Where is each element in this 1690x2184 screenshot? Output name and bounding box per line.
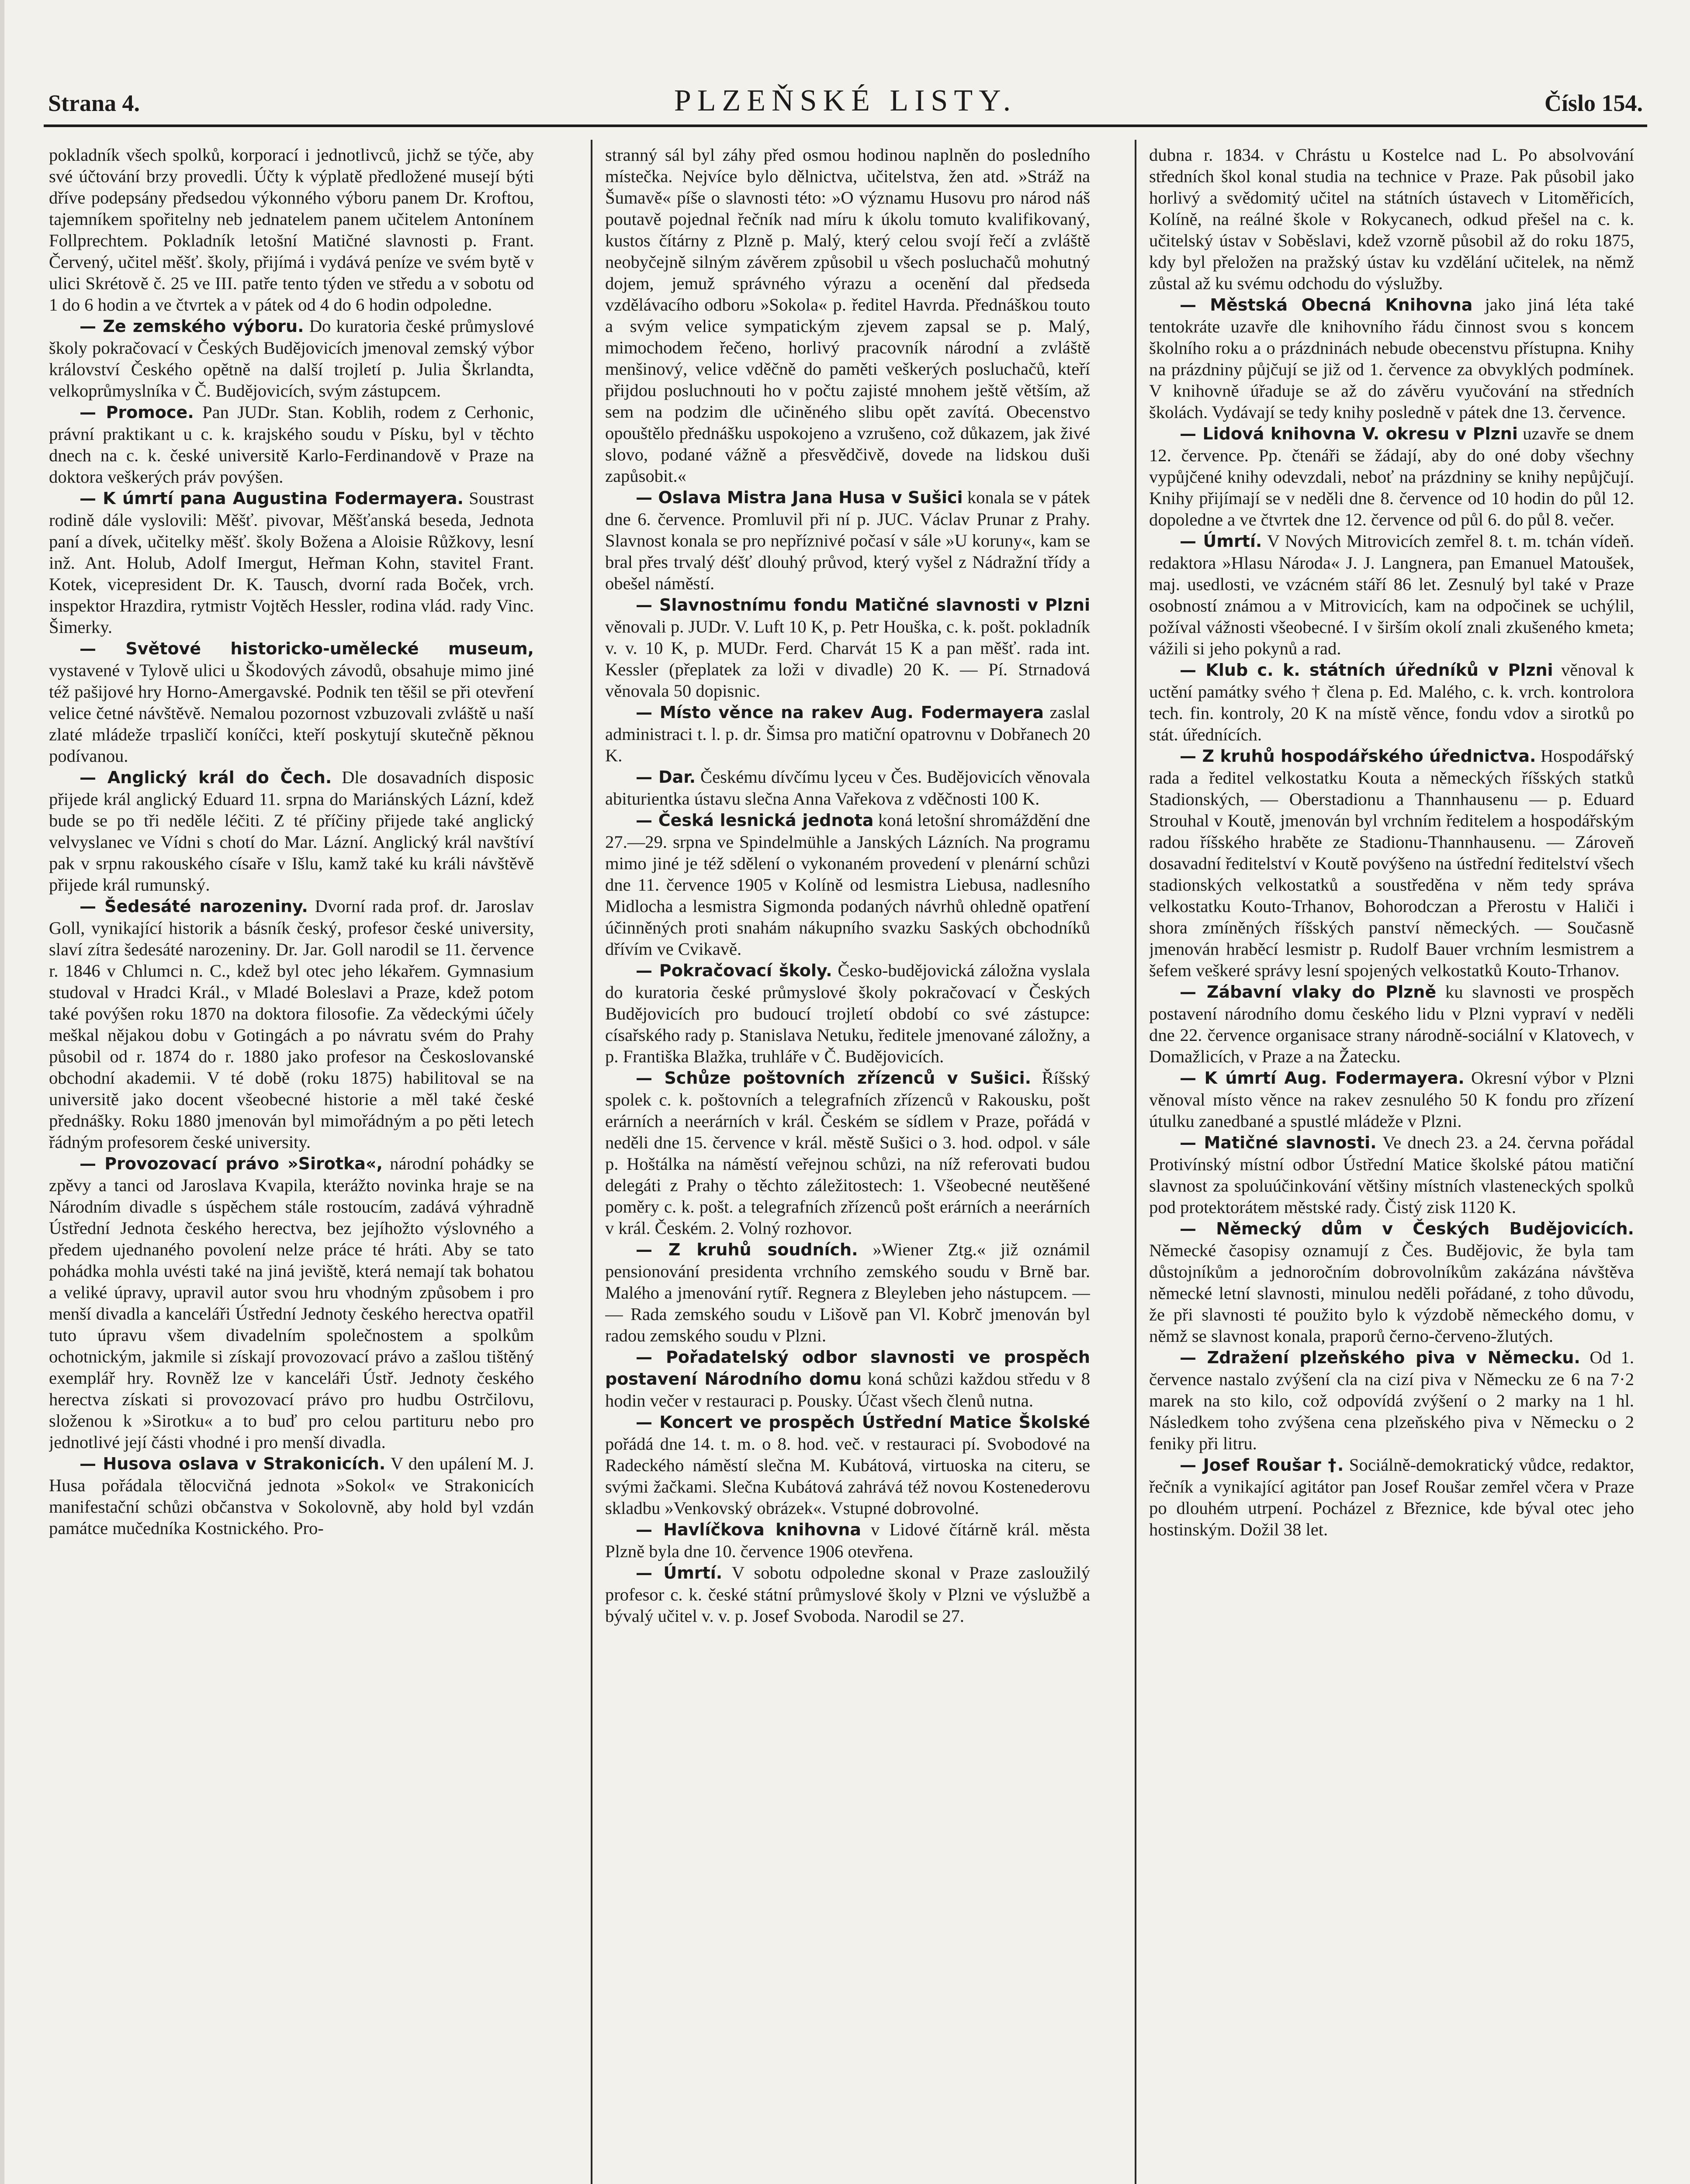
article-text: V den upálení M. J. Husa pořádala tělocvičná jednota »Sokol« ve Strakonicích manifestační schůzi občanstva v Sokolovně, aby hold byl vzdán památce mučedníka Kostnického. Pro- [49, 1454, 534, 1538]
article-heading: — Úmrtí. [1180, 532, 1262, 551]
article-text: Okresní výbor v Plzni věnoval místo věnce na rakev zesnulého 50 K fondu pro zřízení útulku zanedbané a spustlé mládeže v Plzni. [1149, 1068, 1634, 1131]
article-heading: — Oslava Mistra Jana Husa v Sušici [636, 488, 963, 507]
article-heading: — Promoce. [80, 403, 194, 422]
article-text: národní pohádky se zpěvy a tanci od Jaroslava Kvapila, kterážto novinka hraje se na Národním divadle s úspěchem stále rostoucím, zadává výhradně Ústřední Jednota českého herectva, bez jejíhožto výslovného a předem ujednaného povolení nelze práce té hráti. Aby se tato pohádka mohla uvésti také na jiná jeviště, která nemají tak bohatou a veliké úpravy, upravil autor svou hru vhodným způsobem i pro menší divadla a kanceláři Ústřední Jednoty českého herectva opatřil tuto úpravu všem divadelním společnostem a spolkům ochotnickým, jakmile si získají provozovací právo a zašlou tištěný exemplář hry. Rovněž lze v kanceláři Ústř. Jednoty českého herectva získati si provozovací právo pro hudbu Ostrčilovu, složenou k »Sirotku« a to buď pro celou partituru nebo pro jednotlivé její části vhodné i pro menší divadla. [49, 1154, 534, 1452]
article-text: Německé časopisy oznamují z Čes. Budějovic, že byla tam důstojníkům a jednoročním dobrovolníkům zakázána návštěva německé letní slavnosti, minulou neděli pořádané, z toho důvodu, že při slavnosti té použito bylo k výzdobě německého domu, v němž se slavnost konala, praporů černo-červeno-žlutých. [1149, 1241, 1634, 1346]
article-paragraph [49, 487, 534, 638]
article-text: V sobotu odpoledne skonal v Praze zasloužilý profesor c. k. české státní průmyslové školy v Plzni ve výslužbě a bývalý učitel v. v. p. Josef Svoboda. Narodil se 27. [605, 1563, 1090, 1626]
article-paragraph [605, 1346, 1090, 1411]
article-paragraph [1149, 659, 1634, 745]
article-paragraph [605, 809, 1090, 960]
article-heading: — Matičné slavnosti. [1180, 1133, 1377, 1152]
article-text: Dvorní rada prof. dr. Jaroslav Goll, vynikající historik a básník český, profesor české university, slaví zítra šedesáté narozeniny. Dr. Jar. Goll narodil se 11. července r. 1846 v Chlumci n. C., kdež byl otec jeho lékařem. Gymnasium studoval v Hradci Král., v Mladé Boleslavi a Praze, kdež potom také povýšen roku 1870 na doktora filosofie. Za vědeckými účely meškal nějakou dobu v Gotingách a po návratu svém do Prahy působil od r. 1874 do r. 1880 jako profesor na Českoslovanské obchodní akademii. V té době (roku 1875) habilitoval se na universitě jako docent všeobecné historie a měl také české přednášky. Roku 1880 jmenován byl mimořádným a po pěti letech řádným profesorem české university. [49, 896, 534, 1152]
article-heading: — Česká lesnická jednota [636, 811, 874, 830]
masthead-title: PLZEŇSKÉ LISTY. [674, 84, 1017, 117]
article-text: konala se v pátek dne 6. července. Promluvil při ní p. JUC. Václav Prunar z Prahy. Slavnost konala se pro nepříznivé počasí v sále »U koruny«, kam se bral přes trvalý déšť dlouhý průvod, který vyšel z Nádražní třídy a obešel náměstí. [605, 487, 1090, 593]
article-paragraph [1149, 423, 1634, 530]
article-text: Dle dosavadních disposic přijede král anglický Eduard 11. srpna do Mariánských Lázní, kdež bude se po tři neděle léčiti. Z té příčiny přijede také anglický velvyslanec ve Vídni s chotí do Mar. Lázní. Anglický král navštíví pak v srpnu rakouského císaře v Išlu, kamž také ku králi návštěvě přijede král rumunský. [49, 767, 534, 895]
article-text: V Nových Mitrovicích zemřel 8. t. m. tchán vídeň. redaktora »Hlasu Národa« J. J. Langnera, pan Emanuel Matoušek, maj. usedlosti, ve vzácném stáří 86 let. Zesnulý byl také v Praze osobností známou a v Mitrovicích, kam na odpočinek se uchýlil, požíval vážnosti všeobecné. I v širším okolí znali zkušeného kmeta; vážili si jeho pokynů a rad. [1149, 531, 1634, 658]
article-paragraph [1149, 1067, 1634, 1132]
article-paragraph [605, 1067, 1090, 1239]
article-text: Ve dnech 23. a 24. června pořádal Protivínský místní odbor Ústřední Matice školské pátou matiční slavnost za spoluúčinkování většiny místních vlasteneckých spolků pod protektorátem městské rady. Čistý zisk 1120 K. [1149, 1133, 1634, 1217]
article-heading: — Německý dům v Českých Budějovicích. [1180, 1219, 1634, 1238]
article-paragraph [605, 1411, 1090, 1519]
article-text: Pan JUDr. Stan. Koblih, rodem z Cerhonic, právní praktikant u c. k. krajského soudu v Písku, byl v těchto dnech na c. k. české universitě Karlo-Ferdinandově v Praze na doktora veškerých práv povýšen. [49, 402, 534, 487]
article-paragraph [49, 767, 534, 895]
article-text: Od 1. července nastalo zvýšení cla na cizí piva v Německu ze 6 na 7·2 marek na sto kilo, což odpovídá zvýšení o 2 marky na 1 hl. Následkem toho zvýšena cena plzeňského piva v Německu o 2 feniky při litru. [1149, 1348, 1634, 1453]
article-paragraph [605, 594, 1090, 702]
article-text: Soustrast rodině dále vyslovili: Měšť. pivovar, Měšťanská beseda, Jednota paní a dívek, učitelky měšť. školy Božena a Aloisie Růžkovy, lesní inž. Ant. Holub, Adolf Imergut, Heřman Kohn, stavitel Frant. Kotek, vicepresident Dr. K. Tausch, dvorní rada Boček, vrch. inspektor Hrazdira, rytmistr Vojtěch Hessler, rodina vlád. rady Vinc. Šimerky. [49, 488, 534, 637]
article-paragraph [1149, 294, 1634, 423]
article-heading: — Pokračovací školy. [636, 961, 832, 980]
article-paragraph [49, 315, 534, 401]
article-text: uzavře se dnem 12. července. Pp. čtenáři se žádají, aby do oné doby všechny vypůjčené knihy odevzdali, neboť na prázdniny se knihy nepůjčují. Knihy přijímají se v neděli dne 8. července od 10 hodin do půl 12. dopoledne a ve čtvrtek dne 12. července od půl 6. do půl 8. večer. [1149, 424, 1634, 529]
article-text: pokladník všech spolků, korporací i jednotlivců, jichž se týče, aby své účtování brzy provedli. Účty k výplatě předložené musejí býti dříve podepsány předsedou výkonného výboru panem Dr. Kroftou, tajemníkem spořitelny neb jednatelem panem učitelem Antonínem Follprechtem. Pokladník letošní Matičné slavnosti p. Frant. Červený, učitel měšť. školy, přijímá i vydává peníze ve svém bytě v ulici Skrétově č. 25 ve III. patře tento týden ve středu a v sobotu od 1 do 6 hodin a ve čtvrtek a v pátek od 4 do 6 hodin odpoledne. [49, 145, 534, 314]
article-paragraph [605, 702, 1090, 766]
article-paragraph [605, 1239, 1090, 1346]
article-heading: — Schůze poštovních zřízenců v Sušici. [636, 1068, 1032, 1088]
article-heading: — Lidová knihovna V. okresu v Plzni [1180, 424, 1518, 443]
article-heading: — Slavnostnímu fondu Matičné slavnosti v Plzni [636, 595, 1090, 615]
article-text: jako jiná léta také tentokráte uzavře dle knihovního řádu činnost svou s koncem školního roku a o prázdninách nebude obecenstvu přístupna. Knihy na prázdniny půjčují se již od 1. července za obvyklých podmínek. V knihovně úřaduje se až do závěru vyučování na středních školách. Vydávají se tedy knihy posledně v pátek dne 13. července. [1149, 295, 1634, 422]
article-text: Českému dívčímu lyceu v Čes. Budějovicích věnovala abiturientka ústavu slečna Anna Vařekova z vděčnosti 100 K. [605, 767, 1090, 809]
article-heading: — Místo věnce na rakev Aug. Fodermayera [636, 703, 1044, 722]
article-paragraph [49, 144, 534, 315]
column-divider [1135, 140, 1136, 2184]
article-text: ku slavnosti ve prospěch postavení národního domu českého lidu v Plzni vypraví v neděli dne 22. července organisace strany národně-sociální v Klatovech, v Domažlicích, v Praze a na Žatecku. [1149, 982, 1634, 1066]
article-heading: — Pořadatelský odbor slavnosti ve prospěch postavení Národního domu [605, 1348, 1090, 1389]
article-heading: — Husova oslava v Strakonicích. [80, 1454, 386, 1473]
article-paragraph [1149, 981, 1634, 1067]
article-heading: — Provozovací právo »Sirotka«, [80, 1154, 383, 1173]
article-paragraph [1149, 530, 1634, 659]
article-heading: — Koncert ve prospěch Ústřední Matice Školské [636, 1413, 1090, 1432]
article-heading: — Zdražení plzeňského piva v Německu. [1180, 1348, 1580, 1367]
article-paragraph [605, 766, 1090, 809]
article-text: věnoval k uctění památky svého † člena p. Ed. Malého, c. k. vrch. kontrolora tech. fin. kontroly, 20 K na místě věnce, fondu vdov a sirotků po stát. úřednících. [1149, 660, 1634, 744]
article-paragraph [605, 1519, 1090, 1562]
article-text: zaslal administraci t. l. p. dr. Šimsa pro matiční opatrovnu v Dobřanech 20 K. [605, 702, 1090, 765]
issue-number: Číslo 154. [1544, 90, 1643, 116]
article-text: Hospodářský rada a ředitel velkostatku Kouta a německých říšských statků Stadionských, — Oberstadionu a Thannhausenu — p. Eduard Strouhal v Koutě, jmenován byl vrchním ředitelem a hospodářským radou říšského hraběte ze Stadionu-Thannhausenu. — Zároveň dosavadní ředitelství v Koutě povýšeno na ústřední ředitelství všech stadionských velkostatků a soustředěna v něm tedy správa velkostatku Kouto-Trhanov, Bohorodczan a Přerostu v Haliči i shora zmíněných říšských panství německých. — Současně jmenován hraběcí lesmistr p. Rudolf Bauer vrchním lesmistrem a šefem veškeré správy lesní spojených velkostatků Kouto-Trhanov. [1149, 746, 1634, 980]
article-paragraph [1149, 144, 1634, 294]
article-heading: — Havlíčkova knihovna [636, 1520, 861, 1539]
article-text: koná letošní shromáždění dne 27.—29. srpna ve Spindelmühle a Janských Lázních. Na programu mimo jiné je též sdělení o vykonaném provedení v plenární schůzi dne 11. července 1905 v Kolíně od lesmistra Liebusa, nadlesního Midlocha a lesmistra Sigmonda podaných návrhů ohledně opatření účinněných proti snahám nákupního svazku Saských obchodníků dřívím ve Cvikavě. [605, 810, 1090, 959]
article-text: Česko-budějovická záložna vyslala do kuratoria české průmyslové školy pokračovací v Českých Budějovicích pro budoucí trojletí období co své zástupce: císařského rady p. Stanislava Netuku, ředitele jmenované záložny, a p. Františka Blažka, truhláře v Č. Budějovicích. [605, 961, 1090, 1066]
article-paragraph [605, 1562, 1090, 1627]
article-heading: — Josef Roušar †. [1180, 1455, 1344, 1475]
article-heading: — Zábavní vlaky do Plzně [1180, 982, 1437, 1002]
article-paragraph [1149, 1218, 1634, 1347]
article-heading: — K úmrtí pana Augustina Fodermayera. [80, 489, 464, 508]
article-heading: — Ze zemského výboru. [80, 317, 304, 336]
article-text: věnovali p. JUDr. V. Luft 10 K, p. Petr Houška, c. k. pošt. pokladník v. v. 10 K, p. MUDr. Ferd. Charvát 15 K a pan měšť. rada int. Kessler (přeplatek za loži v divadle) 20 K. — Pí. Strnadová věnovala 50 dopisnic. [605, 617, 1090, 701]
text-column-3 [1149, 144, 1634, 2184]
article-heading: — Šedesáté narozeniny. [80, 897, 308, 916]
article-heading: — Z kruhů soudních. [636, 1240, 858, 1259]
article-heading: — K úmrtí Aug. Fodermayera. [1180, 1068, 1465, 1088]
article-heading: — Městská Obecná Knihovna [1180, 295, 1473, 314]
page-number: Strana 4. [48, 90, 140, 116]
article-heading: — Světové historicko-umělecké museum, [80, 639, 534, 658]
text-column-1 [49, 144, 534, 2184]
text-column-2 [605, 144, 1090, 2184]
article-paragraph [49, 1453, 534, 1539]
article-paragraph [1149, 1347, 1634, 1454]
article-paragraph [49, 1153, 534, 1453]
article-paragraph [1149, 745, 1634, 981]
article-heading: — Úmrtí. [636, 1563, 723, 1583]
header-rule [44, 124, 1647, 127]
article-text: Do kuratoria české průmyslové školy pokračovací v Českých Budějovicích jmenoval zemský výbor království Českého opětně na další trojletí p. Julia Škrlandta, velkoprůmyslníka v Č. Budějovicích, svým zástupcem. [49, 316, 534, 401]
article-text: v Lidové čítárně král. města Plzně byla dne 10. července 1906 otevřena. [605, 1520, 1090, 1561]
article-heading: — Anglický král do Čech. [80, 768, 332, 787]
article-heading: — Z kruhů hospodářského úřednictva. [1180, 746, 1536, 766]
page-header [48, 84, 1643, 129]
article-heading: — Dar. [636, 767, 696, 787]
article-text: »Wiener Ztg.« již oznámil pensionování presidenta vrchního zemského soudu v Brně bar. Malého a jmenování rytíř. Regnera z Bleyleben jeho nástupcem. — — Rada zemského soudu v Lišově pan Vl. Kobrč jmenován byl radou zemského soudu v Plzni. [605, 1240, 1090, 1345]
column-divider [591, 140, 592, 2184]
article-paragraph [49, 401, 534, 487]
article-paragraph [1149, 1454, 1634, 1540]
article-paragraph [605, 144, 1090, 487]
article-text: Sociálně-demokratický vůdce, redaktor, řečník a vynikající agitátor pan Josef Roušar zemřel včera v Praze po dlouhém utrpení. Pocházel z Březnice, kde býval otec jeho hostinským. Dožil 38 let. [1149, 1455, 1634, 1539]
article-text: dubna r. 1834. v Chrástu u Kostelce nad L. Po absolvování středních škol konal studia na technice v Praze. Pak působil jako horlivý a svědomitý učitel na státních ústavech v Litoměřicích, Kolíně, na reálné škole v Rokycanech, odkud přešel na c. k. učitelský ústav v Soběslavi, kdež vzorně působil až do roku 1875, kdy byl přeložen na pražský ústav ku vzdělání učitelek, na němž zůstal až ku svému odchodu do výslužby. [1149, 145, 1634, 293]
article-text: Říšský spolek c. k. poštovních a telegrafních zřízenců v Rakousku, pošt erárních a neerárních v král. Českém se sídlem v Praze, pořádá v neděli dne 15. července v král. městě Sušici o 3. hod. odpol. v sále p. Hoštálka na náměstí veřejnou schůzi, na níž referovati budou delegáti z Prahy o těchto záležitostech: 1. Všeobecné neutěšené poměry c. k. pošt. a telegrafních zřízenců pošt erárních a neerárních v král. Českém. 2. Volný rozhovor. [605, 1068, 1090, 1238]
article-paragraph [49, 895, 534, 1153]
article-paragraph [605, 487, 1090, 594]
article-text: vystavené v Tylově ulici u Škodových závodů, obsahuje mimo jiné též pašijové hry Horno-Amergavské. Podnik ten těšil se při otevření velice četné návštěvě. Nemalou pozornost vzbuzovali zvláště u naší zlaté mládeže trpasličí koníčci, kteří poskytují skutečně pěknou podívanou. [49, 660, 534, 766]
article-text: stranný sál byl záhy před osmou hodinou naplněn do posledního místečka. Nejvíce bylo dělnictva, učitelstva, žen atd. »Stráž na Šumavě« píše o slavnosti této: »O významu Husovu pro národ náš poutavě pojednal řečník nad míru k úkolu tomuto kvalifikovaný, kustos čítárny z Plzně p. Malý, který celou svojí řečí a zvláště neobyčejně silným závěrem způsobil u všech posluchačů mohutný dojem, jemuž správného výrazu a ocenění dal předseda vzdělávacího odboru »Sokola« p. ředitel Havrda. Přednáškou touto a svým velice sympatickým zjevem zapsal se p. Malý, mimochodem řečeno, horlivý pracovník národní a zvláště menšinový, velice vděčně do paměti veškerých posluchačů, kteří přijdou posluchnouti ho v počtu zajisté mnohem ještě větším, až sem na podzim dle učiněného slibu opět zavítá. Obecenstvo opouštělo přednášku uspokojeno a vzrušeno, což důkazem, jak živé slovo, podané vážně a přesvědčivě, dovede na lidskou duši zapůsobit.« [605, 145, 1090, 486]
article-paragraph [1149, 1132, 1634, 1218]
article-text: pořádá dne 14. t. m. o 8. hod. več. v restauraci pí. Svobodové na Radeckého náměstí slečna M. Kubátová, virtuoska na citeru, se svými žačkami. Slečna Kubátová zahrává též novou Kostenederovu skladbu »Venkovský obrázek«. Vstupné dobrovolné. [605, 1434, 1090, 1518]
article-paragraph [605, 960, 1090, 1067]
article-paragraph [49, 638, 534, 767]
article-text: koná schůzi každou středu v 8 hodin večer v restauraci p. Pousky. Účast všech členů nutna. [605, 1369, 1090, 1410]
article-heading: — Klub c. k. státních úředníků v Plzni [1180, 660, 1553, 680]
